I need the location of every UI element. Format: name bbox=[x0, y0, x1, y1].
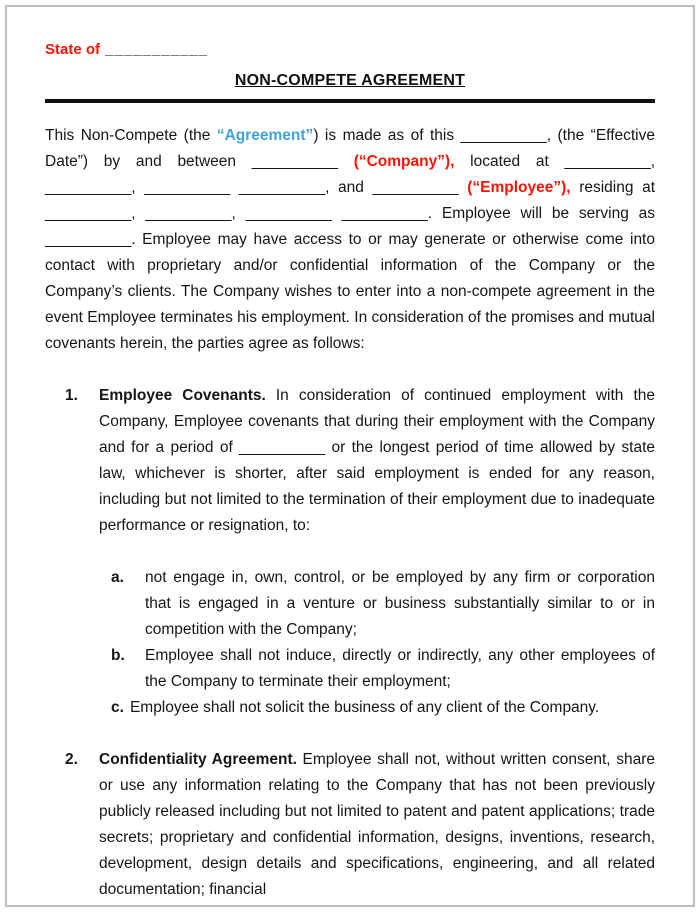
subitem-a-label: a. bbox=[111, 569, 124, 586]
clause-1-text: In consideration of continued employment with the Company, Employee covenants that during their employment with the Company and for a period of __________ or the longest period of time allowed by state law, whichever is shorter, after said employment is ended for any reason, including but not limited to the termination of their employment due to inadequate performance or resignation, to: bbox=[99, 387, 655, 534]
subitem-c bbox=[99, 695, 655, 721]
state-of-label: State of bbox=[45, 41, 101, 58]
subitem-a-text: not engage in, own, control, or be employed by any firm or corporation that is engaged in a venture or business substantially similar to or in competition with the Company; bbox=[145, 569, 655, 638]
subitem-a bbox=[99, 565, 655, 643]
clause-1 bbox=[45, 383, 655, 721]
clause-2 bbox=[45, 747, 655, 903]
intro-text-1: This Non-Compete (the bbox=[45, 127, 217, 144]
clause-2-heading: Confidentiality Agreement. bbox=[99, 751, 297, 768]
clause-1-number: 1. bbox=[65, 387, 78, 404]
subitem-b-label: b. bbox=[111, 647, 125, 664]
intro-text-2: ) is made as of this __________, (the “Effective Date”) by and between __________ bbox=[45, 127, 655, 170]
intro-text-4: residing at __________, __________, __________ __________. Employee will be serving as __________. Employee may have access to or may generate or otherwise come into contact with proprietary and/or confidential information of the Company or the Company’s clients. The Company wishes to enter into a non-compete agreement in the event Employee terminates his employment. In consideration of the promises and mutual covenants herein, the parties agree as follows: bbox=[45, 179, 655, 352]
document-title: NON-COMPETE AGREEMENT bbox=[234, 72, 466, 89]
clause-1-sublist bbox=[99, 565, 655, 721]
clause-1-heading: Employee Covenants. bbox=[99, 387, 266, 404]
intro-paragraph bbox=[45, 123, 655, 357]
subitem-b-text: Employee shall not induce, directly or indirectly, any other employees of the Company to terminate their employment; bbox=[145, 647, 655, 690]
intro-text-3: located at __________, __________, __________ __________, and __________ bbox=[45, 153, 655, 196]
company-term: (“Company”), bbox=[353, 153, 455, 170]
agreement-term: “Agreement” bbox=[216, 127, 314, 144]
subitem-b bbox=[99, 643, 655, 695]
title-divider bbox=[45, 99, 655, 103]
clause-2-text: Employee shall not, without written consent, share or use any information relating to the Company that has not been previously publicly released including but not limited to patent and patent applications; trade secrets; proprietary and confidential information, designs, inventions, research, development, design details and specifications, engineering, and all related documentation; financial bbox=[99, 751, 655, 898]
subitem-c-label: c. bbox=[111, 699, 124, 716]
state-of-line bbox=[45, 41, 655, 58]
subitem-c-text: Employee shall not solicit the business of any client of the Company. bbox=[129, 699, 600, 716]
clause-2-number: 2. bbox=[65, 751, 78, 768]
employee-term: (“Employee”), bbox=[467, 179, 571, 196]
state-blank: ___________ bbox=[100, 41, 208, 58]
document-page bbox=[5, 5, 695, 907]
